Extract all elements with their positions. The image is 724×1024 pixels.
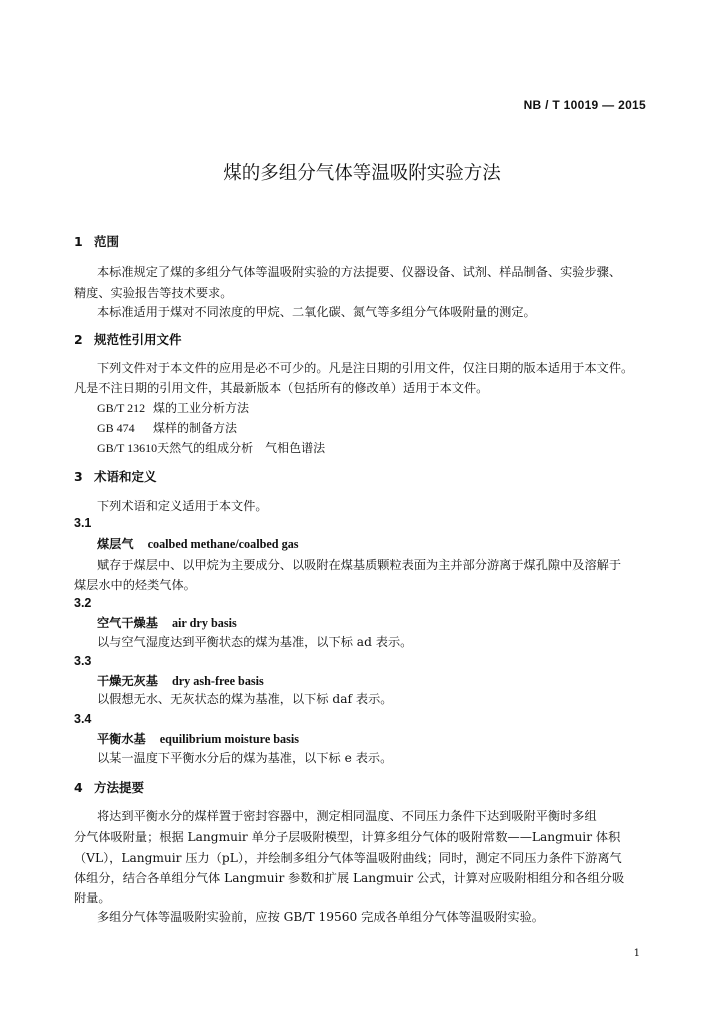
term-en: dry ash-free basis (171, 674, 264, 688)
paragraph-line: （VL），Langmuir 压力（pL），并绘制多组分气体等温吸附曲线；同时，测定不同压力条件下游离气 (74, 851, 622, 865)
paragraph-line: 多组分气体等温吸附实验前，应按 GB/T 19560 完成各单组分气体等温吸附实验。 (97, 910, 544, 924)
section-heading-scope (74, 232, 119, 250)
reference-title: 煤样的制备方法 (153, 421, 238, 435)
term-zh: 平衡水基 (97, 732, 146, 746)
term-zh: 干燥无灰基 (97, 674, 158, 688)
term-zh: 煤层气 (97, 537, 134, 551)
reference-title: 煤的工业分析方法 (153, 401, 250, 415)
section-number: 4 (74, 780, 83, 795)
paragraph-line: 将达到平衡水分的煤样置于密封容器中，测定相同温度、不同压力条件下达到吸附平衡时多组 (97, 809, 597, 823)
paragraph-line: 下列文件对于本文件的应用是必不可少的。凡是注日期的引用文件，仅注日期的版本适用于本文件。 (97, 361, 634, 375)
section-heading-method-summary (74, 778, 144, 796)
section-title: 范围 (94, 234, 120, 249)
section-title: 术语和定义 (94, 469, 157, 484)
paragraph-line: 本标准规定了煤的多组分气体等温吸附实验的方法提要、仪器设备、试剂、样品制备、实验步骤、 (97, 265, 622, 279)
term-en: coalbed methane/coalbed gas (147, 537, 299, 551)
paragraph-line: 凡是不注日期的引用文件，其最新版本（包括所有的修改单）适用于本文件。 (74, 381, 489, 395)
paragraph-line: 体组分，结合各单组分气体 Langmuir 参数和扩展 Langmuir 公式，计算对应吸附相组分和各组分吸 (74, 871, 625, 885)
reference-code: GB/T 13610 (97, 441, 158, 455)
section-number: 1 (74, 234, 83, 249)
section-title: 规范性引用文件 (94, 332, 182, 347)
term-heading (97, 672, 264, 689)
paragraph-line: 下列术语和定义适用于本文件。 (97, 499, 268, 513)
section-heading-terms-definitions (74, 467, 157, 485)
section-heading-normative-references (74, 330, 182, 348)
paragraph-line: 精度、实验报告等技术要求。 (74, 286, 233, 300)
reference-item (97, 439, 325, 456)
reference-code: GB 474 (97, 421, 135, 435)
reference-item (97, 419, 237, 436)
paragraph-line: 附量。 (74, 891, 111, 905)
term-number: 3.3 (74, 654, 92, 668)
term-definition-line: 赋存于煤层中、以甲烷为主要成分、以吸附在煤基质颗粒表面为主并部分游离于煤孔隙中及溶解于 (97, 558, 622, 572)
section-number: 2 (74, 332, 83, 347)
term-definition-line: 煤层水中的烃类气体。 (74, 578, 196, 592)
document-title: 煤的多组分气体等温吸附实验方法 (223, 163, 501, 184)
term-number: 3.2 (74, 596, 92, 610)
term-en: equilibrium moisture basis (159, 732, 300, 746)
term-heading (97, 730, 299, 747)
reference-title: 天然气的组成分析 气相色谱法 (157, 441, 326, 455)
section-number: 3 (74, 469, 83, 484)
term-en: air dry basis (171, 616, 237, 630)
reference-item (97, 399, 249, 416)
standard-number: NB / T 10019 — 2015 (523, 98, 646, 112)
paragraph-line: 分气体吸附量；根据 Langmuir 单分子层吸附模型，计算多组分气体的吸附常数——Langmuir 体积 (74, 830, 621, 844)
term-number: 3.4 (74, 712, 92, 726)
reference-code: GB/T 212 (97, 401, 146, 415)
term-zh: 空气干燥基 (97, 616, 158, 630)
term-heading (97, 614, 237, 631)
term-definition-line: 以假想无水、无灰状态的煤为基准，以下标 daf 表示。 (97, 692, 393, 706)
term-heading (97, 535, 299, 552)
term-number: 3.1 (74, 516, 92, 530)
term-definition-line: 以与空气湿度达到平衡状态的煤为基准，以下标 ad 表示。 (97, 635, 413, 649)
page-number: 1 (633, 948, 640, 959)
section-title: 方法提要 (94, 780, 145, 795)
paragraph-line: 本标准适用于煤对不同浓度的甲烷、二氧化碳、氮气等多组分气体吸附量的测定。 (97, 305, 536, 319)
term-definition-line: 以某一温度下平衡水分后的煤为基准，以下标 e 表示。 (97, 751, 393, 765)
